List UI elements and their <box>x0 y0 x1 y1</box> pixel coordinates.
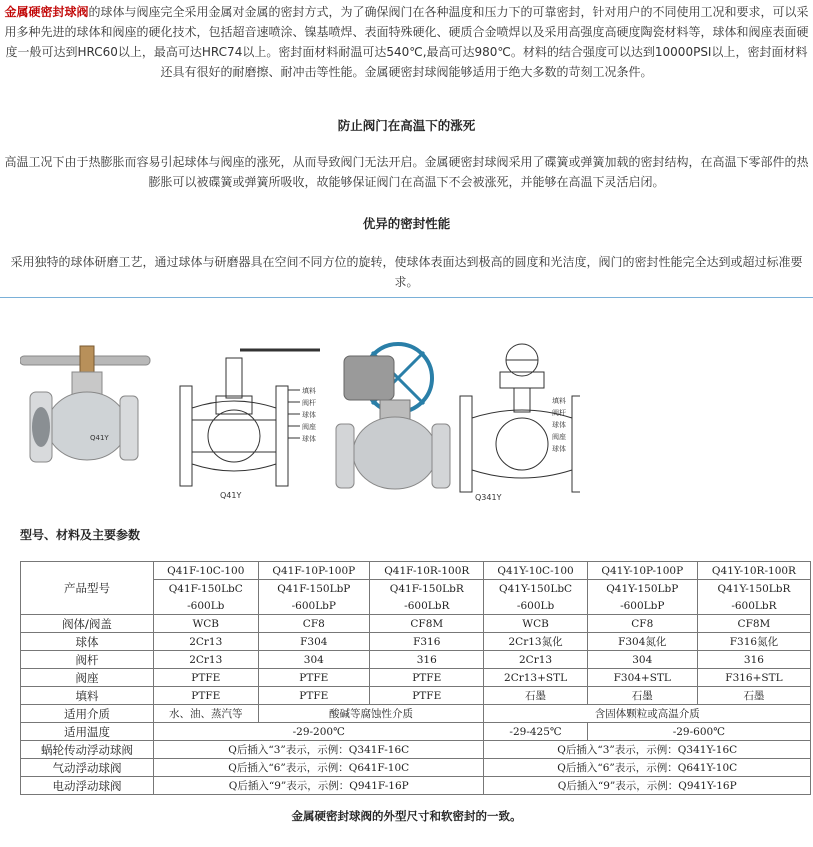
table-row <box>21 687 811 705</box>
row-label: 阀座 <box>21 669 154 687</box>
pneu-cell: Q后插入“6”表示，示例：Q641Y-10C <box>484 759 811 777</box>
cell: 2Cr13+STL <box>484 669 587 687</box>
cell: 304 <box>258 651 370 669</box>
cell: PTFE <box>154 687 259 705</box>
table-row <box>21 562 811 580</box>
table-row <box>21 633 811 651</box>
table-row <box>21 759 811 777</box>
cell: CF8M <box>697 615 810 633</box>
model-a: Q41Y-10R-100R <box>697 562 810 580</box>
model-b: Q41Y-150LbP <box>587 580 697 598</box>
cell: F304+STL <box>587 669 697 687</box>
row-label: 填料 <box>21 687 154 705</box>
worm-label: 蜗轮传动浮动球阀 <box>21 741 154 759</box>
temp-label: 适用温度 <box>21 723 154 741</box>
worm-cell: Q后插入“3”表示，示例：Q341F-16C <box>154 741 484 759</box>
cell: 石墨 <box>484 687 587 705</box>
table-row <box>21 669 811 687</box>
section1-title: 防止阀门在高温下的涨死 <box>337 118 476 133</box>
model-a: Q41F-10R-100R <box>370 562 484 580</box>
label-ball-1b: 球体 <box>302 435 316 443</box>
cell: WCB <box>154 615 259 633</box>
table-row <box>21 651 811 669</box>
cell: PTFE <box>258 669 370 687</box>
cell: PTFE <box>258 687 370 705</box>
cell: WCB <box>484 615 587 633</box>
valve-illustrations <box>20 338 580 508</box>
cell: CF8 <box>587 615 697 633</box>
media-cell: 含固体颗粒或高温介质 <box>484 705 811 723</box>
label-packing-1: 填料 <box>302 387 316 395</box>
media-label: 适用介质 <box>21 705 154 723</box>
table-row <box>21 741 811 759</box>
specs-title: 型号、材料及主要参数 <box>20 528 141 542</box>
section1-text: 高温工况下由于热膨胀而容易引起球体与阀座的涨死，从而导致阀门无法开启。金属硬密封球阀采用了碟簧或弹簧加载的密封结构，在高温下零部件的热膨胀可以被碟簧或弹簧所吸收，故能够保证阀门在高温下不会被涨死，并能够在高温下灵活启闭。 <box>4 155 809 189</box>
cell: 2Cr13 <box>484 651 587 669</box>
cell: 石墨 <box>697 687 810 705</box>
label-ball-2: 球体 <box>552 421 566 429</box>
cell: CF8 <box>258 615 370 633</box>
cell: 304 <box>587 651 697 669</box>
model-b: Q41Y-150LbR <box>697 580 810 598</box>
model-b: Q41F-150LbP <box>258 580 370 598</box>
label-ball-1: 球体 <box>302 411 316 419</box>
q41y-section-drawing <box>180 350 320 486</box>
label-packing-2: 填料 <box>552 397 566 405</box>
table-row <box>21 705 811 723</box>
label-stem-1: 阀杆 <box>302 399 316 407</box>
model-c: -600Lb <box>484 597 587 615</box>
row-label: 阀体/阀盖 <box>21 615 154 633</box>
cell: 2Cr13 <box>154 633 259 651</box>
specs-table <box>20 561 811 795</box>
cell: CF8M <box>370 615 484 633</box>
q341y-section-drawing <box>460 344 580 492</box>
model-c: -600Lb <box>154 597 259 615</box>
intro-highlight: 金属硬密封球阀 <box>4 5 89 19</box>
elec-cell: Q后插入“9”表示，示例：Q941Y-16P <box>484 777 811 795</box>
temp-cell: -29-200℃ <box>154 723 484 741</box>
cell: F304 <box>258 633 370 651</box>
model-a: Q41Y-10C-100 <box>484 562 587 580</box>
row-label: 球体 <box>21 633 154 651</box>
model-b: Q41F-150LbC <box>154 580 259 598</box>
model-label: 产品型号 <box>21 562 154 615</box>
media-cell: 水、油、蒸汽等 <box>154 705 259 723</box>
section2-text: 采用独特的球体研磨工艺，通过球体与研磨器具在空间不同方位的旋转，使球体表面达到极高的圆度和光洁度，阀门的密封性能完全达到或超过标准要求。 <box>10 255 803 289</box>
cell: 316 <box>370 651 484 669</box>
cell: PTFE <box>370 687 484 705</box>
intro-text: 的球体与阀座完全采用金属对金属的密封方式，为了确保阀门在各种温度和压力下的可靠密封，针对用户的不同使用工况和要求，可以采用多种先进的球体和阀座的硬化技术，包括超音速喷涂、镍基喷焊、表面特殊硬化、硬质合金喷焊以及采用高强度高硬度陶瓷材料等，球体和阀座表面硬度一般可达到HRC60以上，最高可达HRC74以上。密封面材料耐温可达540℃,最高可达980℃。材料的结合强度可以达到10000PSI以上，密封面材料还具有很好的耐磨擦、耐冲击等性能。金属硬密封球阀能够适用于绝大多数的苛刻工况条件。 <box>4 5 809 79</box>
label-stem-2: 阀杆 <box>552 409 566 417</box>
label-ball-2b: 球体 <box>552 445 566 453</box>
table-row <box>21 723 811 741</box>
model-a: Q41F-10C-100 <box>154 562 259 580</box>
cell: F316+STL <box>697 669 810 687</box>
divider-line <box>0 297 813 298</box>
cell: 316 <box>697 651 810 669</box>
model-c: -600LbR <box>697 597 810 615</box>
footnote: 金属硬密封球阀的外型尺寸和软密封的一致。 <box>291 809 522 823</box>
table-row <box>21 777 811 795</box>
worm-cell: Q后插入“3”表示，示例：Q341Y-16C <box>484 741 811 759</box>
pneu-cell: Q后插入“6”表示，示例：Q641F-10C <box>154 759 484 777</box>
cell: F316 <box>370 633 484 651</box>
caption-q341y: Q341Y <box>475 493 502 502</box>
model-a: Q41F-10P-100P <box>258 562 370 580</box>
svg-text:Q41Y: Q41Y <box>90 434 109 442</box>
cell: PTFE <box>370 669 484 687</box>
model-c: -600LbP <box>587 597 697 615</box>
cell: PTFE <box>154 669 259 687</box>
media-cell: 酸碱等腐蚀性介质 <box>258 705 484 723</box>
cell: 2Cr13 <box>154 651 259 669</box>
model-a: Q41Y-10P-100P <box>587 562 697 580</box>
cell: F304氮化 <box>587 633 697 651</box>
model-b: Q41Y-150LbC <box>484 580 587 598</box>
section2-title: 优异的密封性能 <box>362 216 451 231</box>
model-c: -600LbR <box>370 597 484 615</box>
caption-q41y: Q41Y <box>220 491 242 500</box>
intro-paragraph <box>4 2 809 82</box>
worm-gear-valve-photo <box>336 344 450 489</box>
table-row <box>21 615 811 633</box>
pneu-label: 气动浮动球阀 <box>21 759 154 777</box>
label-seat-2: 阀座 <box>552 433 566 441</box>
row-label: 阀杆 <box>21 651 154 669</box>
cell: 石墨 <box>587 687 697 705</box>
model-c: -600LbP <box>258 597 370 615</box>
temp-cell: -29-600℃ <box>587 723 810 741</box>
ball-valve-photo <box>20 346 150 462</box>
cell: 2Cr13氮化 <box>484 633 587 651</box>
model-b: Q41F-150LbR <box>370 580 484 598</box>
temp-cell: -29-425℃ <box>484 723 587 741</box>
label-seat-1: 阀座 <box>302 423 316 431</box>
cell: F316氮化 <box>697 633 810 651</box>
elec-label: 电动浮动球阀 <box>21 777 154 795</box>
elec-cell: Q后插入“9”表示，示例：Q941F-16P <box>154 777 484 795</box>
